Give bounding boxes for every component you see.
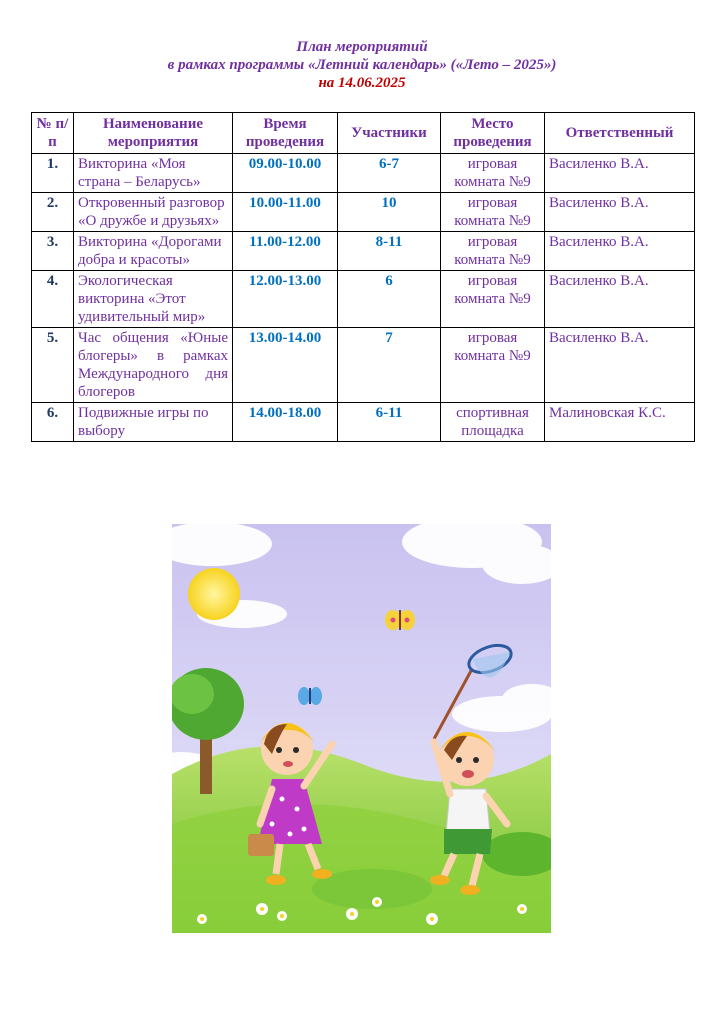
row-name: Час общения «Юные блогеры» в рамках Международного дня блогеров (74, 328, 233, 403)
document-header (0, 38, 724, 92)
header-date: на 14.06.2025 (318, 75, 406, 91)
row-place: игровая комната №9 (441, 328, 545, 403)
row-time: 09.00-10.00 (233, 154, 338, 193)
summer-kids-illustration (172, 524, 551, 933)
header-title: План мероприятий (296, 39, 428, 55)
row-num: 2. (32, 193, 74, 232)
row-num: 3. (32, 232, 74, 271)
row-place: игровая комната №9 (441, 232, 545, 271)
row-responsible: Василенко В.А. (545, 193, 695, 232)
table-header-row (32, 113, 695, 154)
row-name: Откровенный разговор «О дружбе и друзьях» (74, 193, 233, 232)
col-header-time: Время проведения (233, 113, 338, 154)
table-row (32, 154, 695, 193)
col-header-responsible: Ответственный (545, 113, 695, 154)
table-row (32, 193, 695, 232)
table-row (32, 328, 695, 403)
row-num: 4. (32, 271, 74, 328)
row-place: игровая комната №9 (441, 193, 545, 232)
row-time: 10.00-11.00 (233, 193, 338, 232)
row-responsible: Малиновская К.С. (545, 403, 695, 442)
row-participants: 6 (338, 271, 441, 328)
row-responsible: Василенко В.А. (545, 328, 695, 403)
row-participants: 10 (338, 193, 441, 232)
row-participants: 7 (338, 328, 441, 403)
row-name: Экологическая викторина «Этот удивительный мир» (74, 271, 233, 328)
row-participants: 6-11 (338, 403, 441, 442)
row-responsible: Василенко В.А. (545, 154, 695, 193)
col-header-num: № п/п (32, 113, 74, 154)
row-participants: 8-11 (338, 232, 441, 271)
row-num: 5. (32, 328, 74, 403)
table-row (32, 271, 695, 328)
row-responsible: Василенко В.А. (545, 232, 695, 271)
row-responsible: Василенко В.А. (545, 271, 695, 328)
row-time: 14.00-18.00 (233, 403, 338, 442)
row-name: Викторина «Моя страна – Беларусь» (74, 154, 233, 193)
row-num: 1. (32, 154, 74, 193)
col-header-participants: Участники (338, 113, 441, 154)
row-time: 12.00-13.00 (233, 271, 338, 328)
header-subtitle: в рамках программы «Летний календарь» («Лето – 2025») (167, 57, 557, 73)
col-header-place: Место проведения (441, 113, 545, 154)
row-place: спортивная площадка (441, 403, 545, 442)
row-place: игровая комната №9 (441, 154, 545, 193)
row-name: Подвижные игры по выбору (74, 403, 233, 442)
row-num: 6. (32, 403, 74, 442)
table-row (32, 232, 695, 271)
row-time: 13.00-14.00 (233, 328, 338, 403)
col-header-name: Наименование мероприятия (74, 113, 233, 154)
row-participants: 6-7 (338, 154, 441, 193)
table-row (32, 403, 695, 442)
events-table (31, 112, 695, 442)
row-time: 11.00-12.00 (233, 232, 338, 271)
row-name: Викторина «Дорогами добра и красоты» (74, 232, 233, 271)
row-place: игровая комната №9 (441, 271, 545, 328)
